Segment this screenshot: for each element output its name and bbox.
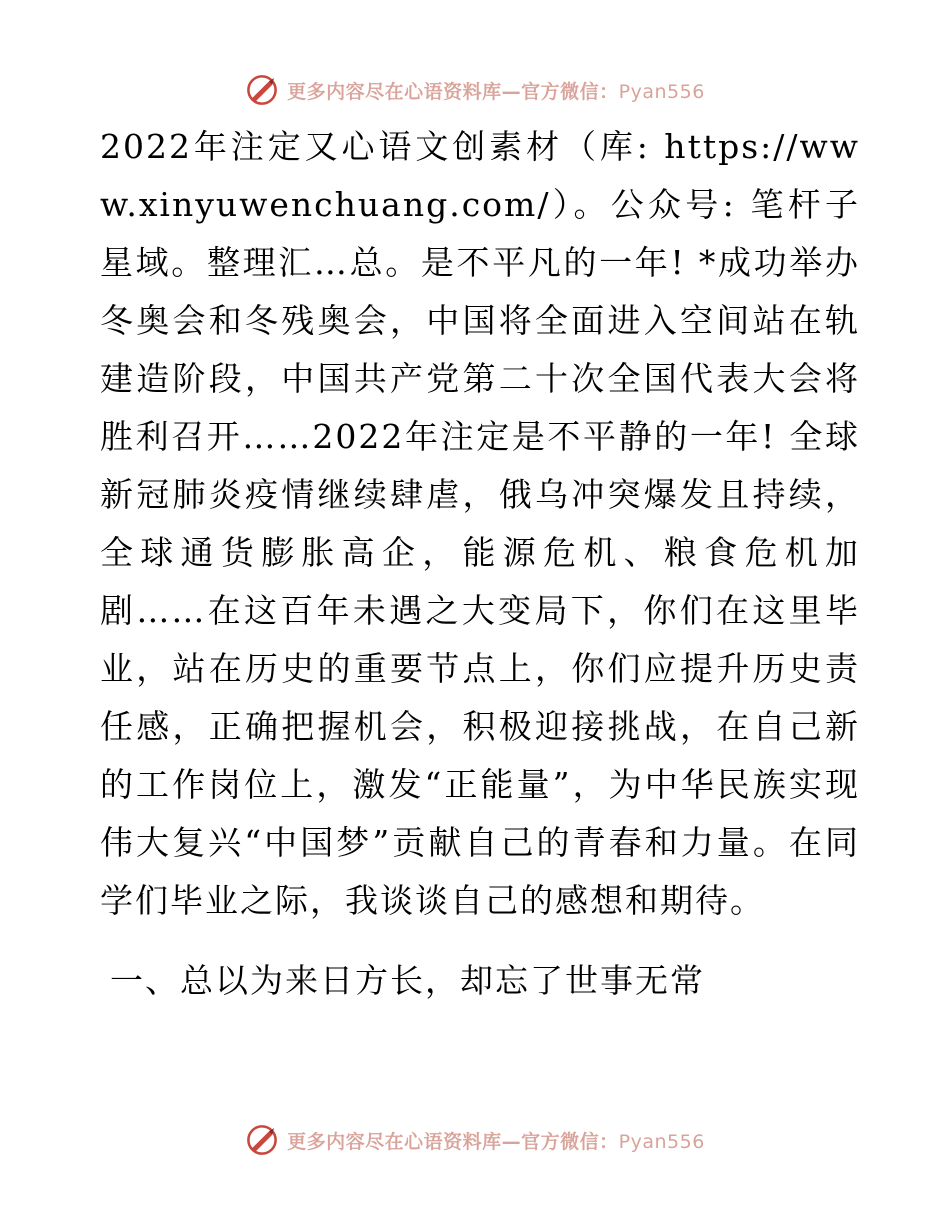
watermark-text: 更多内容尽在心语资料库—官方微信：Pyan556 — [287, 80, 705, 103]
quill-logo-icon — [245, 73, 279, 107]
document-body — [100, 118, 860, 1010]
watermark-header — [0, 68, 950, 112]
body-paragraph: 2022年注定又心语文创素材（库: https://www.xinyuwenchuang.com/）。公众号: 笔杆子星域。整理汇…总。是不平凡的一年! *成功举办冬奥会和冬残奥会，中国将全面进入空间站在轨建造阶段，中国共产党第二十次全国代表大会将胜利召开……2022年注定是不平静的一年! 全球新冠肺炎疫情继续肆虐，俄乌冲突爆发且持续，全球通货膨胀高企，能源危机、粮食危机加剧……在这百年未遇之大变局下，你们在这里毕业，站在历史的重要节点上，你们应提升历史责任感，正确把握机会，积极迎接挑战，在自己新的工作岗位上，激发“正能量”，为中华民族实现伟大复兴“中国梦”贡献自己的青春和力量。在同学们毕业之际，我谈谈自己的感想和期待。 — [100, 127, 860, 920]
watermark-handle: Pyan556 — [618, 1130, 705, 1153]
watermark-handle: Pyan556 — [618, 80, 705, 103]
section-heading: 一、总以为来日方长，却忘了世事无常 — [110, 961, 705, 1000]
quill-logo-icon — [245, 1123, 279, 1157]
watermark-footer — [0, 1118, 950, 1162]
watermark-text: 更多内容尽在心语资料库—官方微信：Pyan556 — [287, 1130, 705, 1153]
